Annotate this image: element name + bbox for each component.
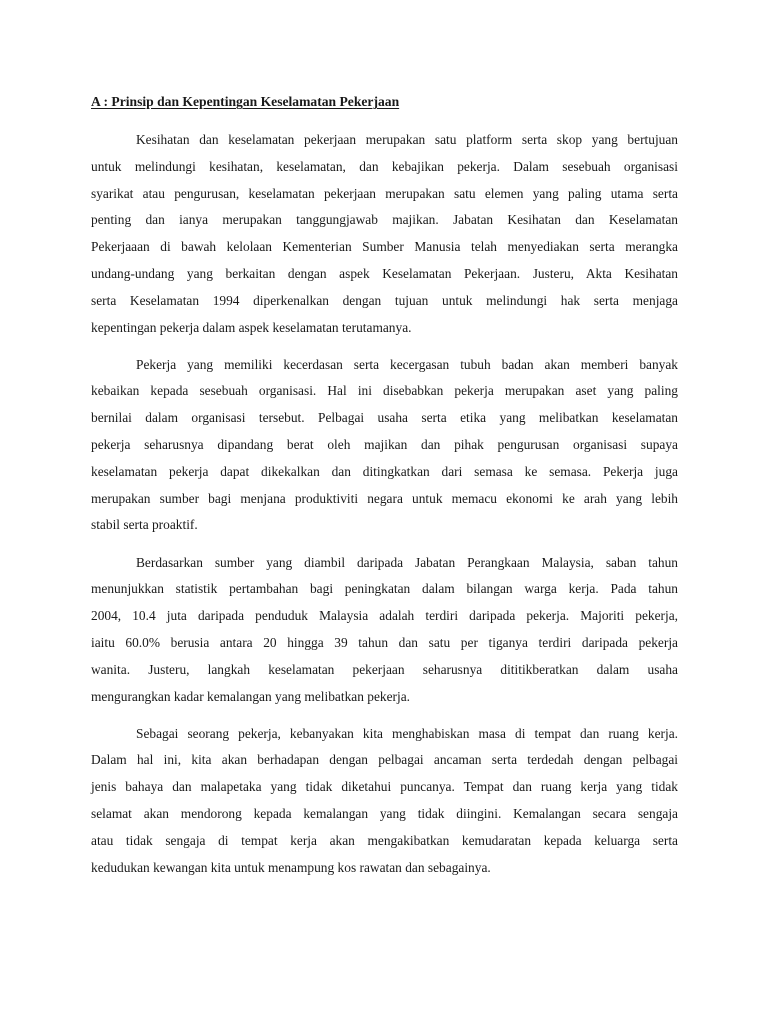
text-line: menunjukkan statistik pertambahan bagi peningkatan dalam bilangan warga kerja. Pada tahun: [91, 581, 678, 597]
text-line: pekerja seharusnya dipandang berat oleh majikan dan pihak pengurusan organisasi supaya: [91, 437, 678, 453]
paragraph-4: [91, 721, 678, 882]
text-line: bernilai dalam organisasi tersebut. Pelbagai usaha serta etika yang melibatkan keselamatan: [91, 410, 678, 426]
text-line: kedudukan kewangan kita untuk menampung kos rawatan dan sebagainya.: [91, 859, 491, 875]
document-body: [91, 92, 678, 881]
text-line: Pekerjaaan di bawah kelolaan Kementerian Sumber Manusia telah menyediakan serta merangka: [91, 239, 678, 255]
text-line: kebaikan kepada sesebuah organisasi. Hal ini disebabkan pekerja merupakan aset yang paling: [91, 383, 678, 399]
text-line: undang-undang yang berkaitan dengan aspek Keselamatan Pekerjaan. Justeru, Akta Kesihatan: [91, 265, 678, 281]
paragraph-1: [91, 127, 678, 341]
text-line: kepentingan pekerja dalam aspek keselamatan terutamanya.: [91, 319, 412, 335]
text-line: jenis bahaya dan malapetaka yang tidak diketahui puncanya. Tempat dan ruang kerja yang tidak: [91, 779, 678, 795]
text-line: keselamatan pekerja dapat dikekalkan dan ditingkatkan dari semasa ke semasa. Pekerja juga: [91, 463, 678, 479]
text-line: mengurangkan kadar kemalangan yang melibatkan pekerja.: [91, 688, 411, 704]
text-line: serta Keselamatan 1994 diperkenalkan dengan tujuan untuk melindungi hak serta menjaga: [91, 292, 678, 308]
text-line: untuk melindungi kesihatan, keselamatan, dan kebajikan pekerja. Dalam sesebuah organisasi: [91, 158, 678, 174]
text-line: wanita. Justeru, langkah keselamatan pekerjaan seharusnya dititikberatkan dalam usaha: [91, 661, 678, 677]
text-line: Dalam hal ini, kita akan berhadapan dengan pelbagai ancaman serta terdedah dengan pelbagai: [91, 752, 678, 768]
text-line: atau tidak sengaja di tempat kerja akan mengakibatkan kemudaratan kepada keluarga serta: [91, 832, 678, 848]
text-line: merupakan sumber bagi menjana produktiviti negara untuk memacu ekonomi ke arah yang lebih: [91, 490, 678, 506]
text-line: Kesihatan dan keselamatan pekerjaan merupakan satu platform serta skop yang bertujuan: [136, 132, 678, 147]
text-line: penting dan ianya merupakan tanggungjawab majikan. Jabatan Kesihatan dan Keselamatan: [91, 212, 678, 228]
text-line: selamat akan mendorong kepada kemalangan yang tidak diingini. Kemalangan secara sengaja: [91, 806, 678, 822]
paragraph-3: [91, 550, 678, 711]
text-line: iaitu 60.0% berusia antara 20 hingga 39 tahun dan satu per tiganya terdiri daripada pekerja: [91, 634, 678, 650]
section-heading: A : Prinsip dan Kepentingan Keselamatan Pekerjaan: [91, 94, 400, 109]
text-line: Sebagai seorang pekerja, kebanyakan kita menghabiskan masa di tempat dan ruang kerja.: [136, 725, 678, 741]
paragraph-2: [91, 352, 678, 540]
text-line: Pekerja yang memiliki kecerdasan serta kecergasan tubuh badan akan memberi banyak: [136, 356, 678, 372]
text-line: syarikat atau pengurusan, keselamatan pekerjaan merupakan satu elemen yang paling utama serta: [91, 185, 678, 201]
text-line: stabil serta proaktif.: [91, 517, 198, 533]
text-line: 2004, 10.4 juta daripada penduduk Malaysia adalah terdiri daripada pekerja. Majoriti pekerja,: [91, 608, 678, 624]
text-line: Berdasarkan sumber yang diambil daripada Jabatan Perangkaan Malaysia, saban tahun: [136, 554, 678, 570]
